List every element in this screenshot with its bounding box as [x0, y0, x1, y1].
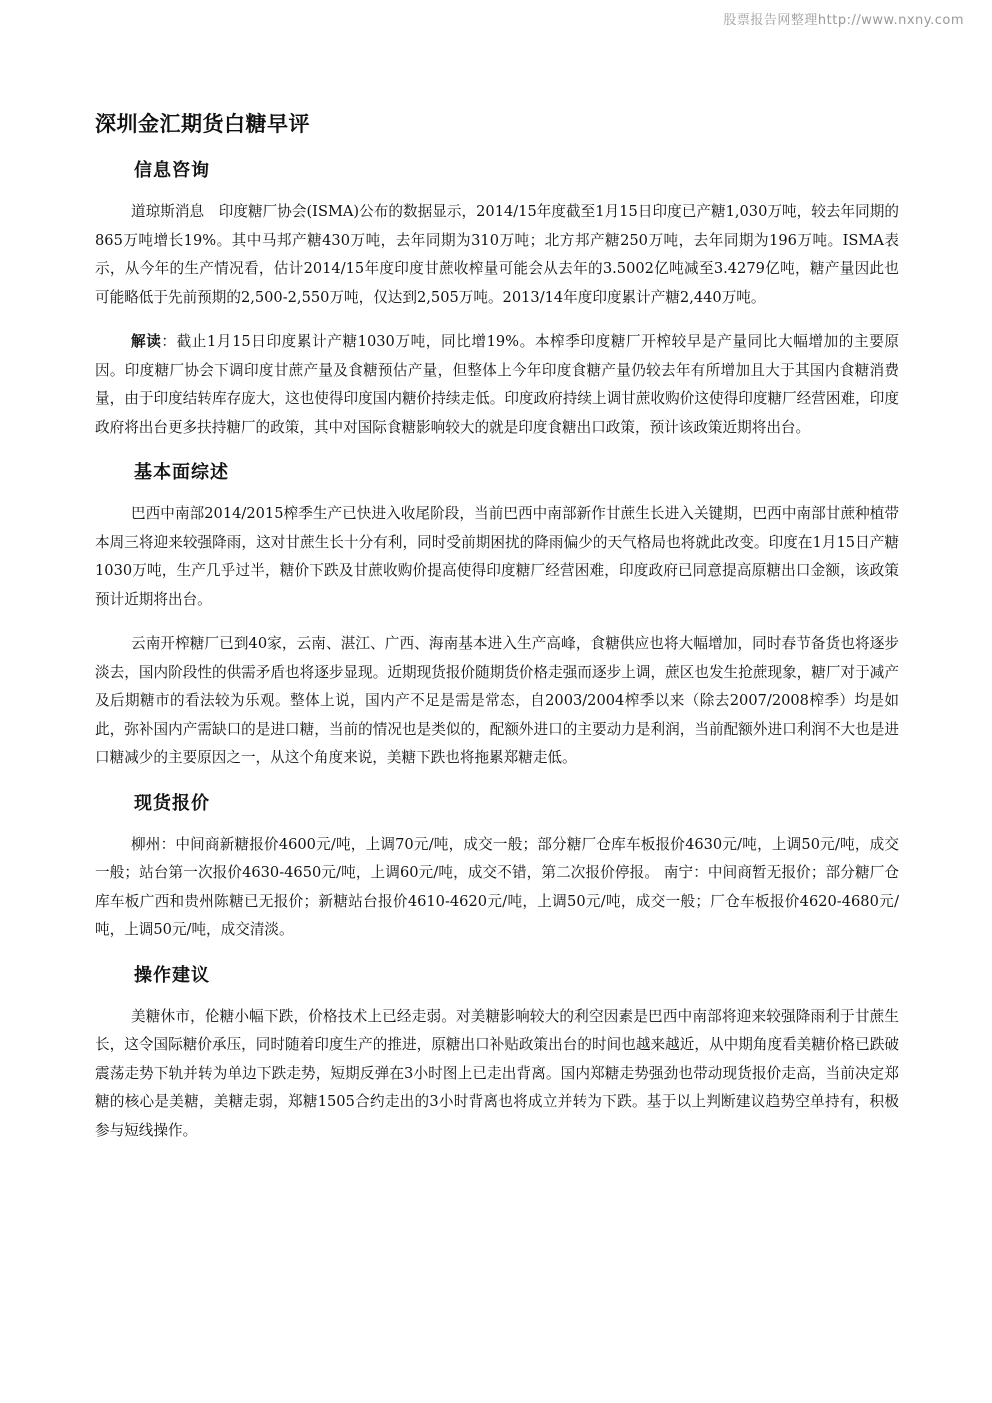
- watermark: 股票报告网整理http://www.nxny.com: [723, 13, 964, 28]
- paragraph: 美糖休市，伦糖小幅下跌，价格技术上已经走弱。对美糖影响较大的利空因素是巴西中南部将迎来较强降雨利于甘蔗生长，这令国际糖价承压，同时随着印度生产的推进，原糖出口补贴政策出台的时间也越来越近，从中期角度看美糖价格已跌破震荡走势下轨并转为单边下跌走势，短期反弹在3小时图上已走出背离。国内郑糖走势强劲也带动现货报价走高，当前决定郑糖的核心是美糖，美糖走弱，郑糖1505合约走出的3小时背离也将成立并转为下跌。基于以上判断建议趋势空单持有，积极参与短线操作。: [95, 1007, 899, 1139]
- section-heading-trading-advice: 操作建议: [134, 964, 210, 986]
- interpretation-text: ：截止1月15日印度累计产糖1030万吨，同比增19%。本榨季印度糖厂开榨较早是产量同比大幅增加的主要原因。印度糖厂协会下调印度甘蔗产量及食糖预估产量，但整体上今年印度食糖产量仍较去年有所增加且大于其国内食糖消费量，由于印度结转库存庞大，这也使得印度国内糖价持续走低。印度政府持续上调甘蔗收购价这使得印度糖厂经营困难，印度政府将出台更多扶持糖厂的政策，其中对国际食糖影响较大的就是印度食糖出口政策，预计该政策近期将出台。: [95, 333, 899, 436]
- section-heading-fundamentals: 基本面综述: [134, 462, 229, 483]
- paragraph: 道琼斯消息 印度糖厂协会(ISMA)公布的数据显示，2014/15年度截至1月15日印度已产糖1,030万吨，较去年同期的865万吨增长19%。其中马邦产糖430万吨，去年同期为310万吨；北方邦产糖250万吨，去年同期为196万吨。ISMA表示，从今年的生产情况看，估计2014/15年度印度甘蔗收榨量可能会从去年的3.5002亿吨减至3.4279亿吨，糖产量因此也可能略低于先前预期的2,500-2,550万吨，仅达到2,505万吨。2013/14年度印度累计产糖2,440万吨。: [95, 203, 899, 306]
- interpretation-paragraph: [95, 328, 899, 442]
- section-heading-info: 信息咨询: [134, 160, 210, 181]
- paragraph: 云南开榨糖厂已到40家，云南、湛江、广西、海南基本进入生产高峰，食糖供应也将大幅增加，同时春节备货也将逐步淡去，国内阶段性的供需矛盾也将逐步显现。近期现货报价随期货价格走强而逐步上调，蔗区也发生抢蔗现象，糖厂对于减产及后期糖市的看法较为乐观。整体上说，国内产不足是需是常态，自2003/2004榨季以来（除去2007/2008榨季）均是如此，弥补国内产需缺口的是进口糖，当前的情况也是类似的，配额外进口的主要动力是利润，当前配额外进口利润不大也是进口糖减少的主要原因之一，从这个角度来说，美糖下跌也将拖累郑糖走低。: [95, 635, 899, 766]
- interpretation-label: 解读: [131, 333, 162, 350]
- paragraph: 柳州：中间商新糖报价4600元/吨，上调70元/吨，成交一般；部分糖厂仓库车板报价4630元/吨，上调50元/吨，成交一般；站台第一次报价4630-4650元/吨，上调60元/吨，成交不错，第二次报价停报。 南宁：中间商暂无报价；部分糖厂仓库车板广西和贵州陈糖已无报价；新糖站台报价4610-4620元/吨，上调50元/吨，成交一般；厂仓车板报价4620-4680元/吨，上调50元/吨，成交清淡。: [95, 835, 899, 938]
- document-body: [95, 108, 899, 1161]
- paragraph: 巴西中南部2014/2015榨季生产已快进入收尾阶段，当前巴西中南部新作甘蔗生长进入关键期，巴西中南部甘蔗种植带本周三将迎来较强降雨，这对甘蔗生长十分有利，同时受前期困扰的降雨偏少的天气格局也将就此改变。印度在1月15日产糖1030万吨，生产几乎过半，糖价下跌及甘蔗收购价提高使得印度糖厂经营困难，印度政府已同意提高原糖出口金额，该政策预计近期将出台。: [95, 505, 899, 608]
- document-title: 深圳金汇期货白糖早评: [95, 112, 310, 136]
- section-heading-spot-quotes: 现货报价: [134, 792, 210, 814]
